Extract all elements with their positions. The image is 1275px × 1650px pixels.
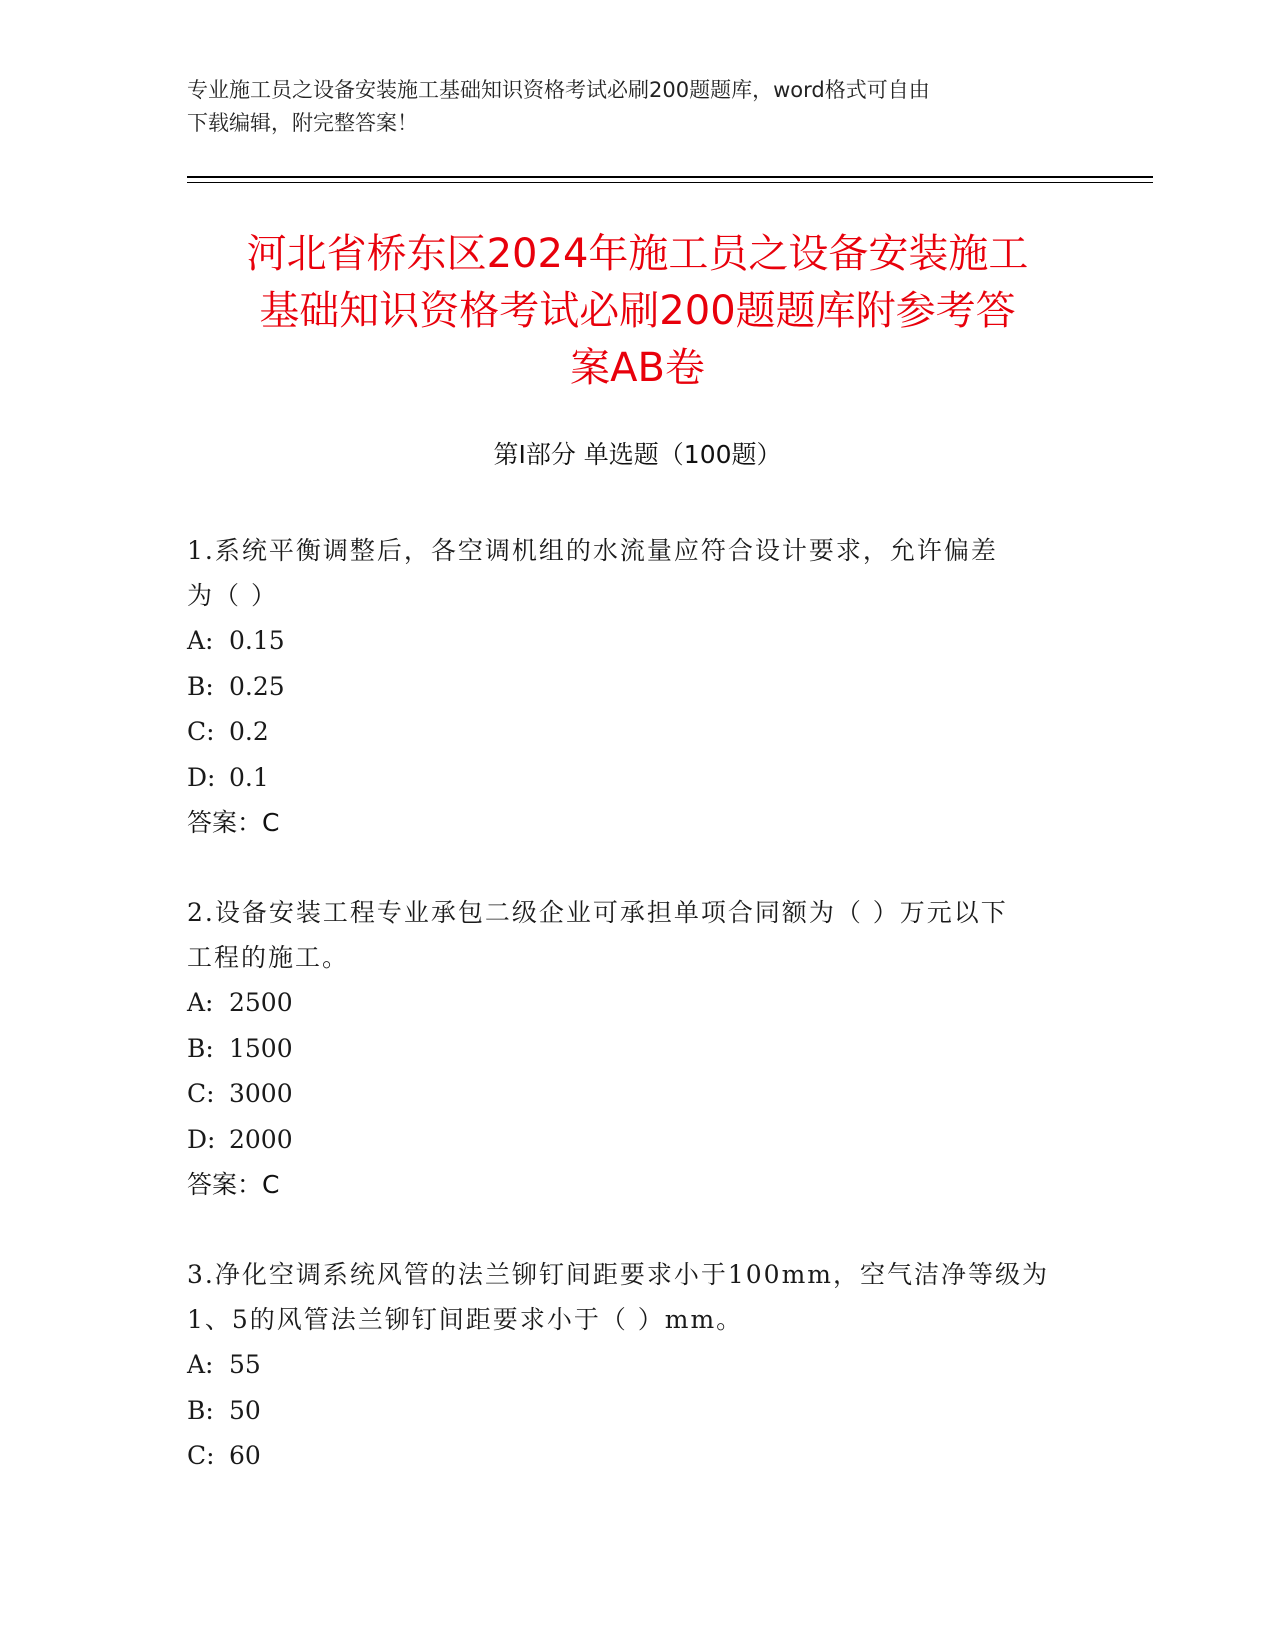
option-key: C: <box>187 717 215 746</box>
option-value: 3000 <box>229 1079 293 1108</box>
option-b <box>187 664 1087 710</box>
answer: 答案：C <box>187 808 280 837</box>
document-title-line: 案AB卷 <box>570 345 705 391</box>
option-value: 0.2 <box>229 717 269 746</box>
header-divider-thick <box>187 176 1153 178</box>
option-c <box>187 709 1087 755</box>
question-stem-line: 1.系统平衡调整后，各空调机组的水流量应符合设计要求，允许偏差 <box>187 536 998 565</box>
option-key: D: <box>187 1124 216 1154</box>
section-title: 第Ⅰ部分 单选题（100题） <box>493 440 782 469</box>
question-stem-line: 工程的施工。 <box>187 943 350 972</box>
option-d <box>187 1117 1087 1163</box>
document-title-line: 河北省桥东区2024年施工员之设备安装施工 <box>246 231 1029 277</box>
option-key: C: <box>187 1079 215 1108</box>
option-key: B: <box>187 1395 214 1425</box>
option-value: 55 <box>229 1350 261 1379</box>
header-divider-thin <box>187 182 1153 183</box>
question-stem <box>187 1252 1077 1342</box>
option-key: A: <box>187 988 214 1017</box>
option-value: 1500 <box>229 1033 293 1063</box>
document-title-line: 基础知识资格考试必刷200题题库附参考答 <box>259 288 1016 334</box>
option-c <box>187 1433 1087 1479</box>
answer: 答案：C <box>187 1170 280 1199</box>
question-stem <box>187 528 1077 618</box>
option-value: 0.1 <box>229 762 269 792</box>
option-value: 0.25 <box>229 671 285 701</box>
option-value: 50 <box>229 1395 261 1425</box>
header-note-line: 下载编辑，附完整答案！ <box>187 111 418 135</box>
question-list <box>187 528 1087 1524</box>
document-title <box>150 226 1125 397</box>
question-stem-line: 3.净化空调系统风管的法兰铆钉间距要求小于100mm，空气洁净等级为 <box>187 1260 1049 1289</box>
option-key: B: <box>187 1033 214 1063</box>
option-b <box>187 1026 1087 1072</box>
option-c <box>187 1071 1087 1117</box>
option-key: A: <box>187 626 214 655</box>
option-value: 2000 <box>229 1124 293 1154</box>
header-note-line: 专业施工员之设备安装施工基础知识资格考试必刷200题题库，word格式可自由 <box>187 78 930 102</box>
option-key: D: <box>187 762 216 792</box>
question-1 <box>187 528 1087 845</box>
option-a <box>187 980 1087 1026</box>
question-stem-line: 1、5的风管法兰铆钉间距要求小于（ ）mm。 <box>187 1305 744 1334</box>
header-note <box>187 74 1087 140</box>
option-key: A: <box>187 1350 214 1379</box>
question-stem <box>187 890 1077 980</box>
option-a <box>187 618 1087 664</box>
option-value: 60 <box>229 1441 261 1470</box>
question-3 <box>187 1252 1087 1479</box>
option-value: 2500 <box>229 988 293 1017</box>
option-key: C: <box>187 1441 215 1470</box>
question-stem-line: 为（ ） <box>187 581 278 610</box>
option-key: B: <box>187 671 214 701</box>
question-stem-line: 2.设备安装工程专业承包二级企业可承担单项合同额为（ ）万元以下 <box>187 898 1008 927</box>
option-value: 0.15 <box>229 626 285 655</box>
option-a <box>187 1342 1087 1388</box>
question-2 <box>187 890 1087 1207</box>
option-d <box>187 755 1087 801</box>
option-b <box>187 1388 1087 1434</box>
